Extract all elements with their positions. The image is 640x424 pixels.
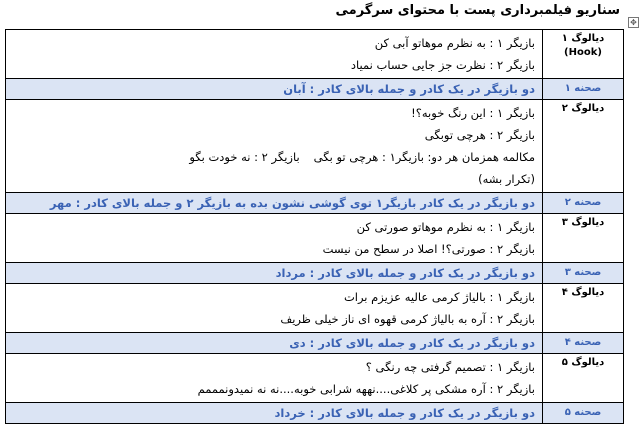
- row-label: دیالوگ ۵: [543, 354, 624, 403]
- dialog-cell: [6, 214, 543, 263]
- table-row: [6, 79, 624, 100]
- dialog-line: بازیگر ۱ : بالیاژ کرمی عالیه عزیزم برات: [343, 290, 535, 304]
- dialog-line: بازیگر ۱ : این رنگ خوبه؟!: [411, 106, 535, 120]
- table-row: [6, 100, 624, 193]
- dialog-line: بازیگر ۲ : آره مشکی پر کلاغی....نههه شرابی خوبه....نه نه نمیدونمممم: [197, 382, 535, 396]
- scene-text: دو بازیگر در یک کادر و جمله بالای کادر : خرداد: [6, 403, 543, 424]
- dialog-line: بازیگر ۲ : آره به بالیاژ کرمی قهوه ای ناز خیلی ظریف: [280, 312, 535, 326]
- dialog-line-simultaneous: [13, 146, 535, 168]
- row-label: دیالوگ ۲: [543, 100, 624, 193]
- scene-label: صحنه ۴: [543, 333, 624, 354]
- simultaneous-part-a: مکالمه همزمان هر دو: بازیگر۱ : هرچی تو بگی: [313, 150, 535, 164]
- table-row: [6, 30, 624, 79]
- scene-label: صحنه ۱: [543, 79, 624, 100]
- scene-text: دو بازیگر در یک کادر بازیگر۱ توی گوشی نشون بده به بازیگر ۲ و جمله بالای کادر : مهر: [6, 193, 543, 214]
- dialog-cell: [6, 354, 543, 403]
- move-icon[interactable]: ✥: [628, 17, 639, 28]
- scenario-table: [5, 29, 624, 424]
- row-label-cell: [543, 30, 624, 79]
- dialog-line: بازیگر ۱ : به نظرم موهاتو صورتی کن: [356, 220, 535, 234]
- dialog-line: (تکرار بشه): [478, 172, 535, 186]
- dialog-cell: [6, 284, 543, 333]
- dialog-line: بازیگر ۱ : به نظرم موهاتو آبی کن: [374, 36, 535, 50]
- row-label: دیالوگ ۴: [543, 284, 624, 333]
- scene-text: دو بازیگر در یک کادر و جمله بالای کادر : آبان: [6, 79, 543, 100]
- row-sublabel: (Hook): [564, 47, 602, 58]
- table-row: [6, 193, 624, 214]
- dialog-cell: [6, 30, 543, 79]
- scene-label: صحنه ۲: [543, 193, 624, 214]
- simultaneous-part-b: بازیگر ۲ : نه خودت بگو: [189, 150, 300, 164]
- page-title: سناریو فیلمبرداری پست با محتوای سرگرمی: [335, 3, 620, 18]
- row-label: دیالوگ ۳: [543, 214, 624, 263]
- table-row: [6, 403, 624, 424]
- dialog-cell: [6, 100, 543, 193]
- table-row: [6, 284, 624, 333]
- scene-label: صحنه ۵: [543, 403, 624, 424]
- scene-label: صحنه ۳: [543, 263, 624, 284]
- dialog-line: بازیگر ۱ : تصمیم گرفتی چه رنگی ؟: [365, 360, 535, 374]
- scene-text: دو بازیگر در یک کادر و جمله بالای کادر : مرداد: [6, 263, 543, 284]
- table-row: [6, 214, 624, 263]
- dialog-line: بازیگر ۲ : صورتی؟! اصلا در سطح من نیست: [322, 242, 535, 256]
- scene-text: دو بازیگر در یک کادر و جمله بالای کادر : دی: [6, 333, 543, 354]
- table-row: [6, 333, 624, 354]
- row-label: دیالوگ ۱: [561, 33, 605, 44]
- dialog-line: بازیگر ۲ : هرچی توبگی: [424, 128, 535, 142]
- table-row: [6, 354, 624, 403]
- table-row: [6, 263, 624, 284]
- dialog-line: بازیگر ۲ : نظرت جز جایی حساب نمیاد: [350, 58, 535, 72]
